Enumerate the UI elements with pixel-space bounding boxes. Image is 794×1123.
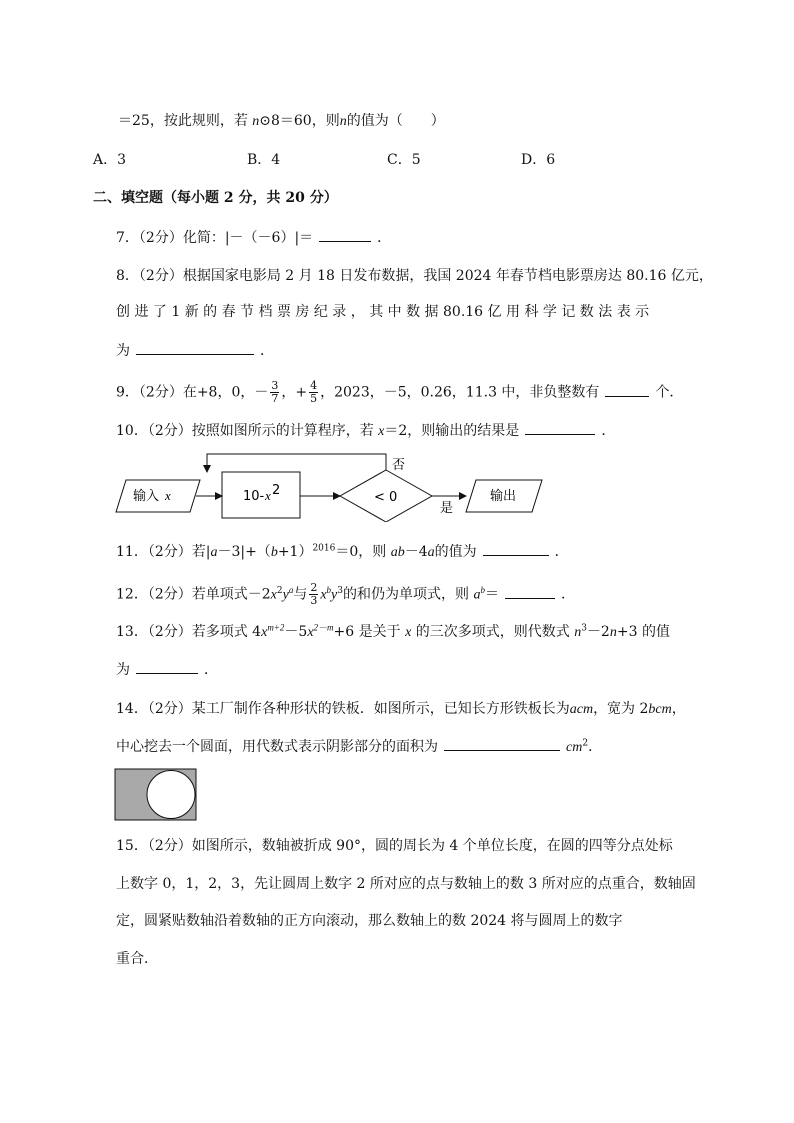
q8-answer-blank[interactable] bbox=[136, 340, 254, 355]
q11-p4: －4 bbox=[404, 544, 428, 560]
q7-end: ． bbox=[377, 230, 392, 246]
q12-eq: ＝ bbox=[484, 586, 499, 603]
q7 bbox=[116, 227, 391, 248]
flow-compute-text: 10- bbox=[243, 489, 265, 504]
q6-continuation bbox=[118, 111, 445, 132]
q15-line2: 上数字 0，1，2，3，先让圆周上数字 2 所对应的点与数轴上的数 3 所对应的点重合，数轴固 bbox=[116, 876, 696, 892]
q10-end: ． bbox=[601, 423, 616, 439]
q9-end: 个． bbox=[655, 384, 684, 401]
q10-var-x: x bbox=[378, 424, 385, 439]
q9-text-post: ，2023，－5，0.26，11.3 中，非负整数有 bbox=[320, 384, 600, 401]
flow-output-label: 输出 bbox=[490, 489, 517, 504]
q12 bbox=[116, 582, 575, 607]
q11-exponent: 2016 bbox=[312, 543, 336, 554]
flow-input-var: x bbox=[165, 488, 171, 503]
q14-circle-hole bbox=[147, 771, 195, 819]
q13-mid2: +6 是关于 bbox=[333, 624, 406, 640]
q12-frac-den: 3 bbox=[310, 594, 318, 607]
q6-var-n2: n bbox=[339, 114, 347, 129]
q6-option-b[interactable]: B．4 bbox=[247, 152, 281, 168]
q14-line1 bbox=[116, 699, 686, 720]
q13-x1: x bbox=[261, 625, 268, 640]
q14-unit: cm bbox=[566, 740, 583, 755]
q13-mid4: －2 bbox=[586, 624, 610, 640]
q12-frac-num: 2 bbox=[310, 581, 318, 594]
flow-yes-label: 是 bbox=[440, 501, 454, 516]
q10-flowchart bbox=[0, 452, 794, 522]
q6-text-post: 的值为（ ） bbox=[346, 113, 445, 129]
q13-n1: n bbox=[574, 625, 582, 640]
q13-line2 bbox=[116, 659, 218, 680]
q8-end: ． bbox=[260, 343, 274, 359]
q12-answer-blank[interactable] bbox=[505, 584, 555, 599]
q9-fraction-2 bbox=[309, 380, 318, 405]
q12-term2-x-exp: b bbox=[326, 584, 332, 595]
flow-compute-exp: 2 bbox=[272, 483, 281, 498]
q14-end: ． bbox=[588, 739, 603, 755]
q13-x2: x bbox=[307, 625, 314, 640]
q11-pre: 11．（2分）若| bbox=[116, 544, 211, 560]
q9-f1-den: 7 bbox=[271, 392, 279, 405]
q11-p3: ＝0，则 bbox=[335, 544, 391, 560]
q12-term2-x: x bbox=[320, 587, 327, 603]
q9-f2-num: 4 bbox=[310, 379, 318, 392]
q8-line1: 8．（2分）根据国家电影局 2 月 18 日发布数据，我国 2024 年春节档电影票房达 80.16 亿元， bbox=[116, 268, 713, 284]
q11 bbox=[116, 541, 569, 563]
q13-mid1: －5 bbox=[284, 624, 308, 640]
q12-mid: 与 bbox=[293, 586, 308, 603]
q8-line2: 创 进 了 1 新 的 春 节 档 票 房 纪 录 ， 其 中 数 据 80.16 亿 用 科 学 记 数 法 表 示 bbox=[116, 304, 650, 320]
q12-var-a-exp: b bbox=[480, 584, 485, 595]
q8-line3-pre: 为 bbox=[116, 343, 130, 359]
q14-line1-mid: ，宽为 2 bbox=[593, 701, 649, 717]
q6-option-a[interactable]: A．3 bbox=[93, 152, 127, 168]
q10-text-mid: ＝2，则输出的结果是 bbox=[384, 423, 520, 439]
q11-p1: －3|+（ bbox=[217, 544, 271, 560]
q14-bcm: bcm bbox=[648, 702, 672, 717]
q11-var-a: a bbox=[210, 545, 218, 560]
q15-line1: 15．（2分）如图所示，数轴被折成 90°，圆的周长为 4 个单位长度，在圆的四等分点处标 bbox=[116, 838, 673, 854]
q13-mid3: 的三次多项式，则代数式 bbox=[411, 624, 575, 640]
q11-post: 的值为 bbox=[434, 544, 477, 560]
q13-post: +3 的值 bbox=[616, 624, 670, 640]
q13-line1 bbox=[116, 622, 670, 643]
q13-answer-blank[interactable] bbox=[136, 659, 198, 674]
q11-p2: +1） bbox=[277, 544, 313, 560]
q11-var-b: b bbox=[270, 545, 278, 560]
q9-text-mid: ，+ bbox=[281, 384, 308, 401]
q14-acm: acm bbox=[569, 702, 594, 717]
q14-unit-exp: 2 bbox=[582, 738, 589, 749]
q13-x3: x bbox=[405, 625, 412, 640]
q13-pre: 13．（2分）若多项式 4 bbox=[116, 624, 262, 640]
q9-text-pre: 9．（2分）在+8，0，－ bbox=[116, 384, 269, 401]
q12-var-a: a bbox=[473, 587, 481, 603]
q12-fraction bbox=[309, 582, 318, 607]
section-title: 二、填空题（每小题 2 分，共 20 分） bbox=[93, 190, 338, 206]
q13-x1-exp: m+2 bbox=[267, 622, 285, 633]
q12-term1-x-exp: 2 bbox=[276, 585, 283, 596]
q14-answer-blank[interactable] bbox=[444, 736, 560, 751]
q13-x2-exp: 2－m bbox=[313, 622, 334, 633]
q13-line2-pre: 为 bbox=[116, 662, 130, 678]
q12-term1-y-exp: a bbox=[288, 584, 294, 595]
q15-line4: 重合． bbox=[116, 951, 158, 967]
q12-post: 的和仍为单项式，则 bbox=[342, 586, 474, 603]
q7-text: 7．（2分）化简：|－（－6）|＝ bbox=[116, 230, 314, 246]
q12-term2-y: y bbox=[331, 587, 338, 603]
q15-line3: 定，圆紧贴数轴沿着数轴的正方向滚动，那么数轴上的数 2024 将与圆周上的数字 bbox=[116, 913, 623, 929]
flow-compute-var: x bbox=[265, 488, 271, 503]
q6-text: ＝25，按此规则，若 bbox=[118, 113, 253, 129]
q9 bbox=[116, 380, 683, 405]
q13-n2: n bbox=[609, 625, 617, 640]
q6-option-d[interactable]: D．6 bbox=[521, 152, 556, 168]
q12-pre: 12．（2分）若单项式－2 bbox=[116, 586, 271, 603]
q10 bbox=[116, 420, 615, 442]
q12-end: ． bbox=[560, 586, 575, 603]
q6-option-c[interactable]: C．5 bbox=[387, 152, 421, 168]
q8-line3 bbox=[116, 340, 274, 361]
q6-var-n: n bbox=[252, 114, 260, 129]
q9-answer-blank[interactable] bbox=[605, 382, 649, 397]
q13-n1-exp: 3 bbox=[581, 623, 587, 634]
q14-line2 bbox=[116, 736, 602, 758]
q10-text-pre: 10．（2分）按照如图所示的计算程序，若 bbox=[116, 423, 379, 439]
q11-answer-blank[interactable] bbox=[483, 541, 549, 556]
q11-var-a2: a bbox=[427, 545, 435, 560]
q11-end: ． bbox=[554, 544, 569, 560]
q9-fraction-1 bbox=[270, 380, 279, 405]
q14-figure bbox=[114, 768, 198, 822]
q9-f1-num: 3 bbox=[271, 379, 279, 392]
q14-line1-pre: 14．（2分）某工厂制作各种形状的铁板．如图所示，已知长方形铁板长为 bbox=[116, 701, 570, 717]
flow-decision-text: < 0 bbox=[374, 490, 398, 505]
q10-answer-blank[interactable] bbox=[525, 420, 595, 435]
q7-answer-blank[interactable] bbox=[319, 227, 371, 242]
q13-end: ． bbox=[204, 662, 218, 678]
q12-term2-y-exp: 3 bbox=[337, 585, 343, 596]
q11-var-ab: ab bbox=[390, 545, 405, 560]
q9-f2-den: 5 bbox=[310, 392, 318, 405]
flow-no-label: 否 bbox=[392, 458, 406, 473]
q14-line1-end: ， bbox=[671, 701, 686, 717]
q6-text-op: ⊙8＝60，则 bbox=[259, 113, 340, 129]
q12-term1-y: y bbox=[282, 587, 289, 603]
q14-line2-pre: 中心挖去一个圆面，用代数式表示阴影部分的面积为 bbox=[116, 739, 438, 755]
q12-term1-x: x bbox=[270, 587, 277, 603]
flow-input-label: 输入 bbox=[133, 489, 160, 504]
